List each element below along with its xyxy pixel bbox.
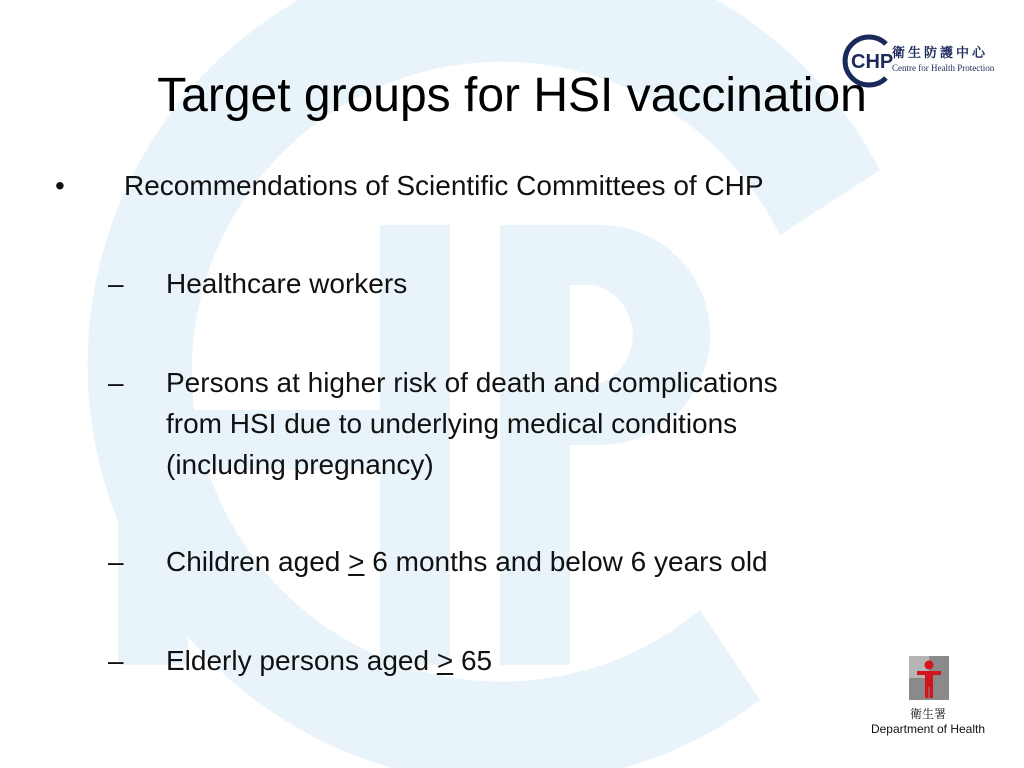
sub-item-line-3: (including pregnancy) (166, 449, 434, 480)
sub-item-elderly (0, 641, 1000, 681)
department-of-health-logo (862, 652, 1002, 748)
sub-item-text (166, 542, 768, 582)
slide-title: Target groups for HSI vaccination (157, 69, 867, 122)
dash-marker: – (108, 268, 124, 299)
greater-equal-symbol: > (436, 645, 454, 676)
sub-item-line-2: from HSI due to underlying medical conditions (166, 408, 738, 439)
sub-item-children (0, 542, 1000, 582)
greater-equal-symbol: > (348, 546, 365, 577)
chp-logo (840, 32, 1000, 88)
doh-name-chinese: 衛生署 (909, 707, 946, 721)
text-prefix: Children aged (166, 546, 349, 577)
sub-item-text (166, 641, 492, 681)
sub-item-line-1: Persons at higher risk of death and complications (166, 367, 778, 398)
chp-name-english: Centre for Health Protection (892, 63, 995, 73)
sub-item-text: Healthcare workers (166, 268, 408, 299)
bullet-marker: • (55, 170, 65, 201)
dash-marker: – (108, 546, 124, 577)
red-person-on-grey-icon (907, 654, 951, 702)
text-prefix: Elderly persons aged (166, 645, 437, 676)
dash-marker: – (108, 645, 124, 676)
sub-item-healthcare-workers (0, 264, 1000, 304)
chp-logo-letters: CHP (851, 51, 894, 73)
dash-marker: – (108, 367, 124, 398)
sub-item-higher-risk-persons (0, 363, 1000, 487)
text-suffix: 65 (453, 645, 493, 676)
text-suffix: 6 months and below 6 years old (364, 546, 768, 577)
main-bullet-text: Recommendations of Scientific Committees of CHP (124, 170, 764, 201)
main-bullet (0, 166, 1000, 206)
chp-name-chinese: 衛生防護中心 (892, 46, 989, 61)
doh-name-english: Department of Health (870, 722, 986, 736)
chp-c-circle-logo-icon (840, 32, 896, 88)
